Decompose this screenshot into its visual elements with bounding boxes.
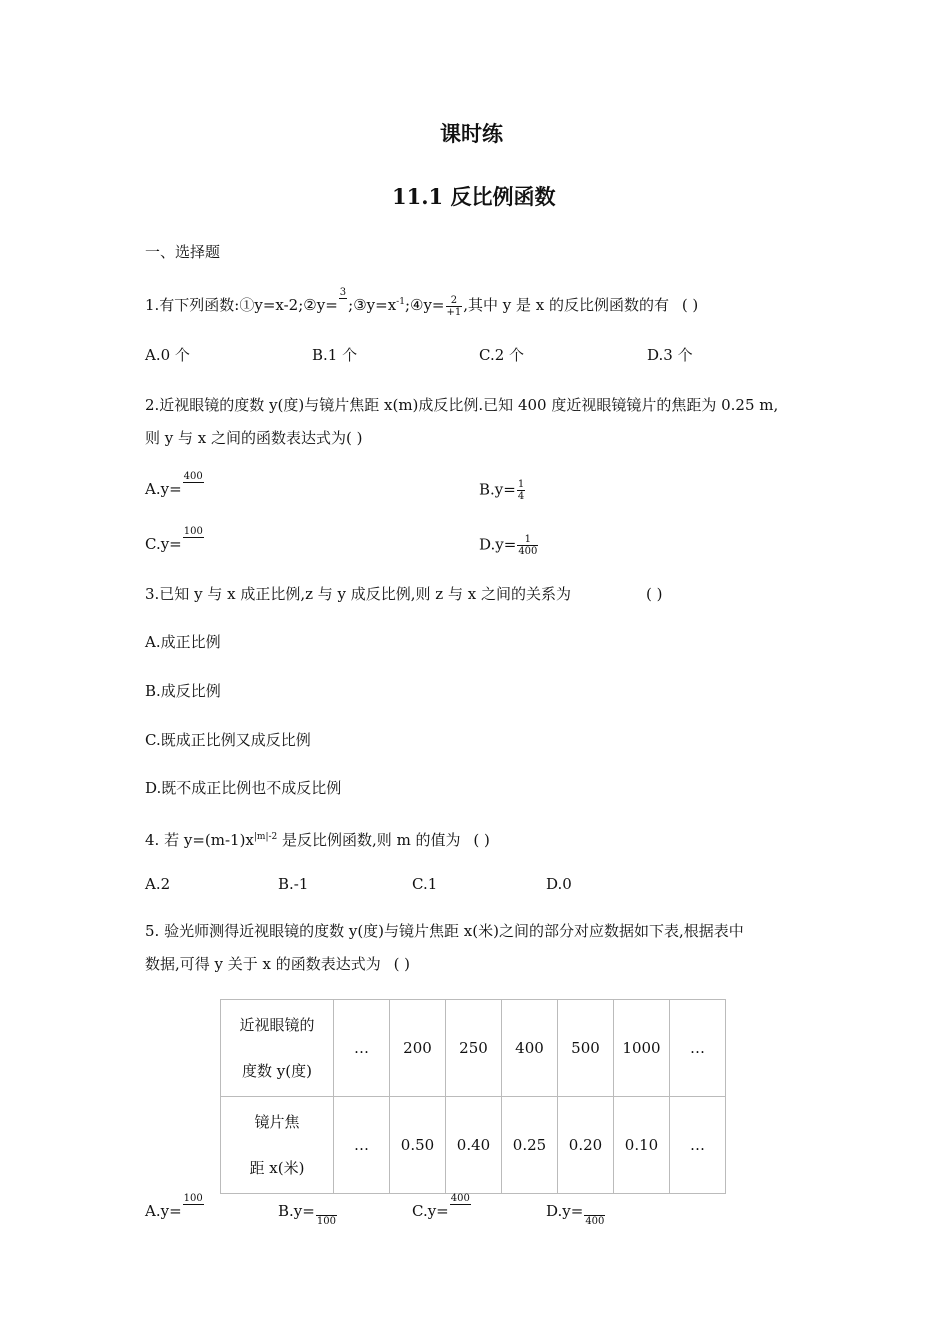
q5-option-d [546,1201,606,1227]
question-2-line-1: 2.近视眼镜的度数 y(度)与镜片焦距 x(m)成反比例.已知 400 度近视眼镜镜片的焦距为 0.25 m, [145,396,779,414]
q5-b-num [316,1205,337,1215]
q5-b-fraction [316,1205,337,1227]
q2-c-den [183,538,204,548]
q5-d-num [584,1205,605,1215]
q2-c-fraction [183,526,204,548]
q4-option-a: A.2 [145,875,171,893]
q1-f2-num: 3 [339,287,347,298]
q3-option-b: B.成反比例 [145,682,221,700]
q5-line-2-text: 数据,可得 y 关于 x 的函数表达式为 [145,955,381,973]
q1-f3-exp: -1 [396,297,405,307]
q5-c-fraction [450,1193,471,1215]
q2-b-label: B.y= [479,480,516,499]
q3-option-a: A.成正比例 [145,633,221,651]
data-table [220,999,726,1194]
q1-f4-den: +1 [446,306,462,318]
q4-option-b: B.-1 [278,875,309,893]
q2-a-label: A.y= [145,480,182,498]
table-cell: … [670,1097,726,1194]
table-row-header [221,1097,334,1194]
q2-option-c [145,526,205,556]
q5-c-den [450,1205,471,1215]
question-1-stem [145,287,699,318]
q2-c-label: C.y= [145,535,182,553]
q5-d-den: 400 [585,1216,605,1227]
q5-b-den: 100 [316,1216,336,1227]
table-cell: 0.10 [614,1097,670,1194]
table-row [221,1097,726,1194]
lesson-title: 11.1 反比例函数 [392,184,556,209]
q2-b-num: 1 [517,479,525,490]
table-row-header [221,1000,334,1097]
q2-c-num: 100 [183,526,203,537]
q3-option-c: C.既成正比例又成反比例 [145,731,311,749]
row1-head-line1: 近视眼镜的 [239,1016,315,1034]
q5-a-num: 100 [183,1193,203,1204]
table-cell: 1000 [614,1000,670,1097]
q1-f4: ;④y= [404,296,445,314]
row1-head-line2: 度数 y(度) [242,1062,312,1080]
q1-option-c: C.2 个 [479,346,525,364]
table-cell: 500 [558,1000,614,1097]
q5-a-fraction [183,1193,204,1215]
question-5-line-1: 5. 验光师测得近视眼镜的度数 y(度)与镜片焦距 x(米)之间的部分对应数据如下表,根据表中 [145,922,744,940]
q5-option-b [278,1201,338,1227]
question-5-line-2 [145,954,410,974]
table-cell: … [334,1097,390,1194]
q5-option-a [145,1193,205,1223]
section-heading: 一、选择题 [145,243,221,261]
q1-f4-num: 2 [450,294,458,306]
q2-b-den: 4 [517,491,525,502]
q2-option-a [145,471,205,501]
q4-exponent: |m|-2 [253,832,278,842]
q2-d-den: 400 [518,546,538,557]
q4-answer-paren: ( ) [473,831,490,849]
q2-option-d [479,534,539,557]
table-cell: 200 [390,1000,446,1097]
q5-a-den [183,1205,204,1215]
q2-d-num: 1 [524,534,532,545]
question-3-stem: 3.已知 y 与 x 成正比例,z 与 y 成反比例,则 z 与 x 之间的关系为 [145,585,571,603]
q5-d-label: D.y= [546,1202,584,1220]
q1-option-b: B.1 个 [312,346,358,364]
q2-a-num: 400 [183,471,203,482]
table-cell: … [334,1000,390,1097]
q5-d-fraction [584,1205,605,1227]
q5-option-c [412,1193,472,1223]
q3-option-d: D.既不成正比例也不成反比例 [145,779,342,797]
table-row [221,1000,726,1097]
q4-stem-b: 是反比例函数,则 m 的值为 [277,831,461,849]
q1-f1: y=x-2;②y= [254,296,338,314]
table-cell: 400 [502,1000,558,1097]
q4-option-c: C.1 [412,875,438,893]
question-4-stem [145,827,490,850]
q1-f2-den [339,299,347,309]
page-title: 课时练 [440,121,503,146]
q1-fraction-4 [446,295,463,318]
q1-prefix: 1.有下列函数:① [145,296,255,314]
q1-answer-paren: ( ) [681,296,699,314]
question-2-line-2: 则 y 与 x 之间的函数表达式为( ) [145,429,363,447]
q2-option-b [479,479,526,502]
table-cell: 0.50 [390,1097,446,1194]
q4-stem-a: 4. 若 y=(m-1)x [145,831,254,849]
row2-head-line1: 镜片焦 [254,1113,300,1131]
q2-d-fraction [517,534,538,557]
q1-fraction-2 [339,287,347,309]
q5-c-label: C.y= [412,1202,449,1220]
q5-b-label: B.y= [278,1202,315,1220]
row2-head-line2: 距 x(米) [249,1159,305,1177]
q2-a-den [183,483,204,493]
table-cell: 250 [446,1000,502,1097]
q5-answer-paren: ( ) [393,955,411,973]
q5-a-label: A.y= [145,1202,182,1220]
q3-answer-paren: ( ) [646,585,663,603]
q2-d-label: D.y= [479,535,517,554]
q1-suffix: ,其中 y 是 x 的反比例函数的有 [463,296,670,314]
q5-c-num: 400 [450,1193,470,1204]
q4-option-d: D.0 [546,875,572,893]
table-cell: 0.40 [446,1097,502,1194]
q1-f3: ;③y=x [348,296,397,314]
q2-b-fraction [517,479,525,502]
table-cell: 0.20 [558,1097,614,1194]
q1-option-d: D.3 个 [647,346,693,364]
table-cell: 0.25 [502,1097,558,1194]
q1-option-a: A.0 个 [145,346,190,364]
q2-a-fraction [183,471,204,493]
table-cell: … [670,1000,726,1097]
